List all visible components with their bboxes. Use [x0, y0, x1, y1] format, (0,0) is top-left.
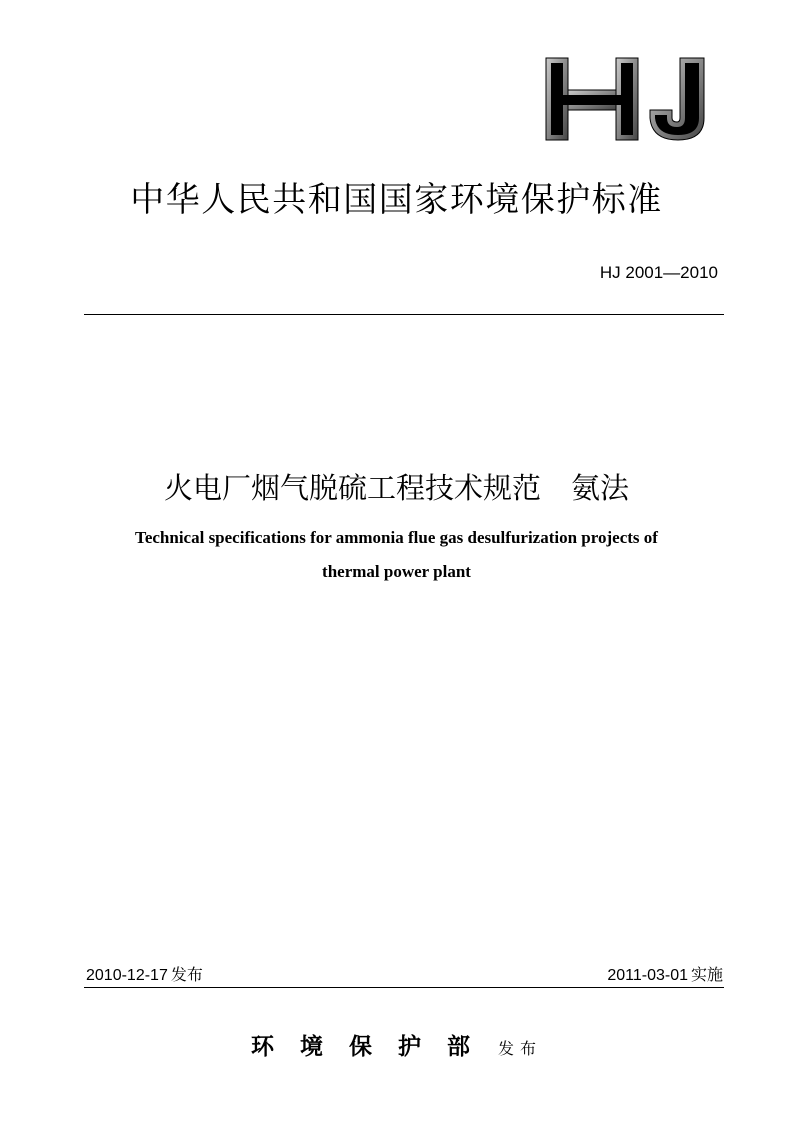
publisher-org: 环境保护部	[250, 1034, 496, 1060]
issue-date-label: 发布	[170, 965, 203, 984]
standard-org-title: 中华人民共和国国家环境保护标准	[130, 180, 663, 220]
title-chinese-sub: 氨法	[571, 471, 630, 505]
implementation-date-value: 2011-03-01	[607, 967, 688, 984]
title-chinese	[0, 466, 793, 507]
title-english-line-2: thermal power plant	[322, 562, 471, 581]
implementation-date	[607, 962, 723, 985]
hj-logo	[540, 56, 710, 142]
title-english-line-1: Technical specifications for ammonia flue gas desulfurization projects of	[135, 528, 658, 547]
issue-date	[86, 962, 203, 985]
publisher-line	[0, 1028, 793, 1061]
footer-divider	[84, 987, 724, 988]
standard-code: HJ 2001—2010	[599, 263, 718, 282]
issue-date-value: 2010-12-17	[86, 967, 168, 984]
implementation-date-label: 实施	[690, 965, 723, 984]
logo-letter-h	[546, 58, 638, 140]
header-divider	[84, 314, 724, 315]
publisher-action: 发布	[497, 1039, 542, 1058]
logo-letter-j	[650, 58, 704, 140]
title-chinese-main: 火电厂烟气脱硫工程技术规范	[163, 471, 541, 505]
